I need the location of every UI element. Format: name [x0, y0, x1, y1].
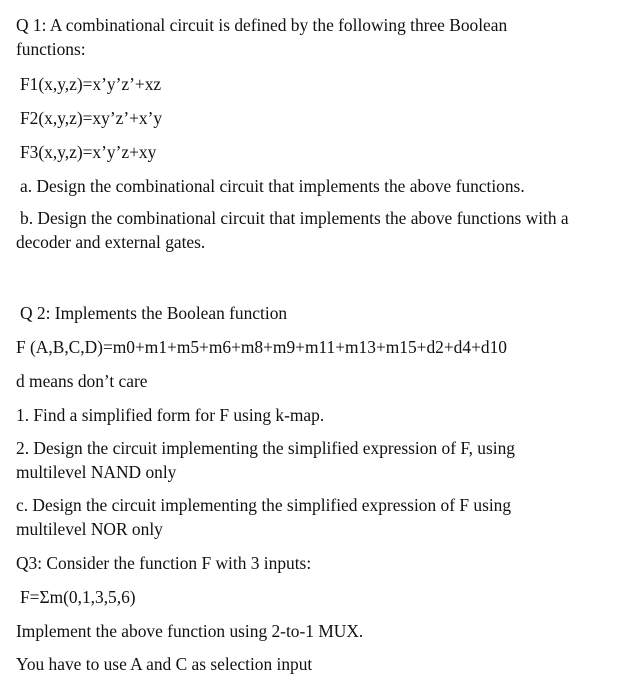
q3-selection-note: You have to use A and C as selection input: [16, 654, 313, 674]
q2-part-1: 1. Find a simplified form for F using k-map.: [16, 405, 325, 425]
q3-function: F=Σm(0,1,3,5,6): [20, 587, 136, 607]
q1-heading: Q 1: A combinational circuit is defined by the following three Boolean functions:: [16, 15, 508, 59]
q2-heading: Q 2: Implements the Boolean function: [20, 303, 288, 323]
q1-part-b: b. Design the combinational circuit that implements the above functions with a decoder and external gates.: [16, 208, 569, 252]
q1-function-f1: F1(x,y,z)=x’y’z’+xz: [20, 74, 162, 94]
q3-heading: Q3: Consider the function F with 3 inputs:: [16, 553, 312, 573]
q2-part-c: c. Design the circuit implementing the simplified expression of F using multilevel NOR only: [16, 495, 512, 539]
q2-part-2: 2. Design the circuit implementing the simplified expression of F, using multilevel NAND only: [16, 438, 515, 482]
q2-dont-care-note: d means don’t care: [16, 371, 148, 391]
q2-function: F (A,B,C,D)=m0+m1+m5+m6+m8+m9+m11+m13+m15+d2+d4+d10: [16, 337, 507, 357]
q1-part-a: a. Design the combinational circuit that implements the above functions.: [20, 176, 525, 196]
q3-instruction: Implement the above function using 2-to-1 MUX.: [16, 621, 364, 641]
q1-function-f3: F3(x,y,z)=x’y’z+xy: [20, 142, 157, 162]
q1-function-f2: F2(x,y,z)=xy’z’+x’y: [20, 108, 163, 128]
